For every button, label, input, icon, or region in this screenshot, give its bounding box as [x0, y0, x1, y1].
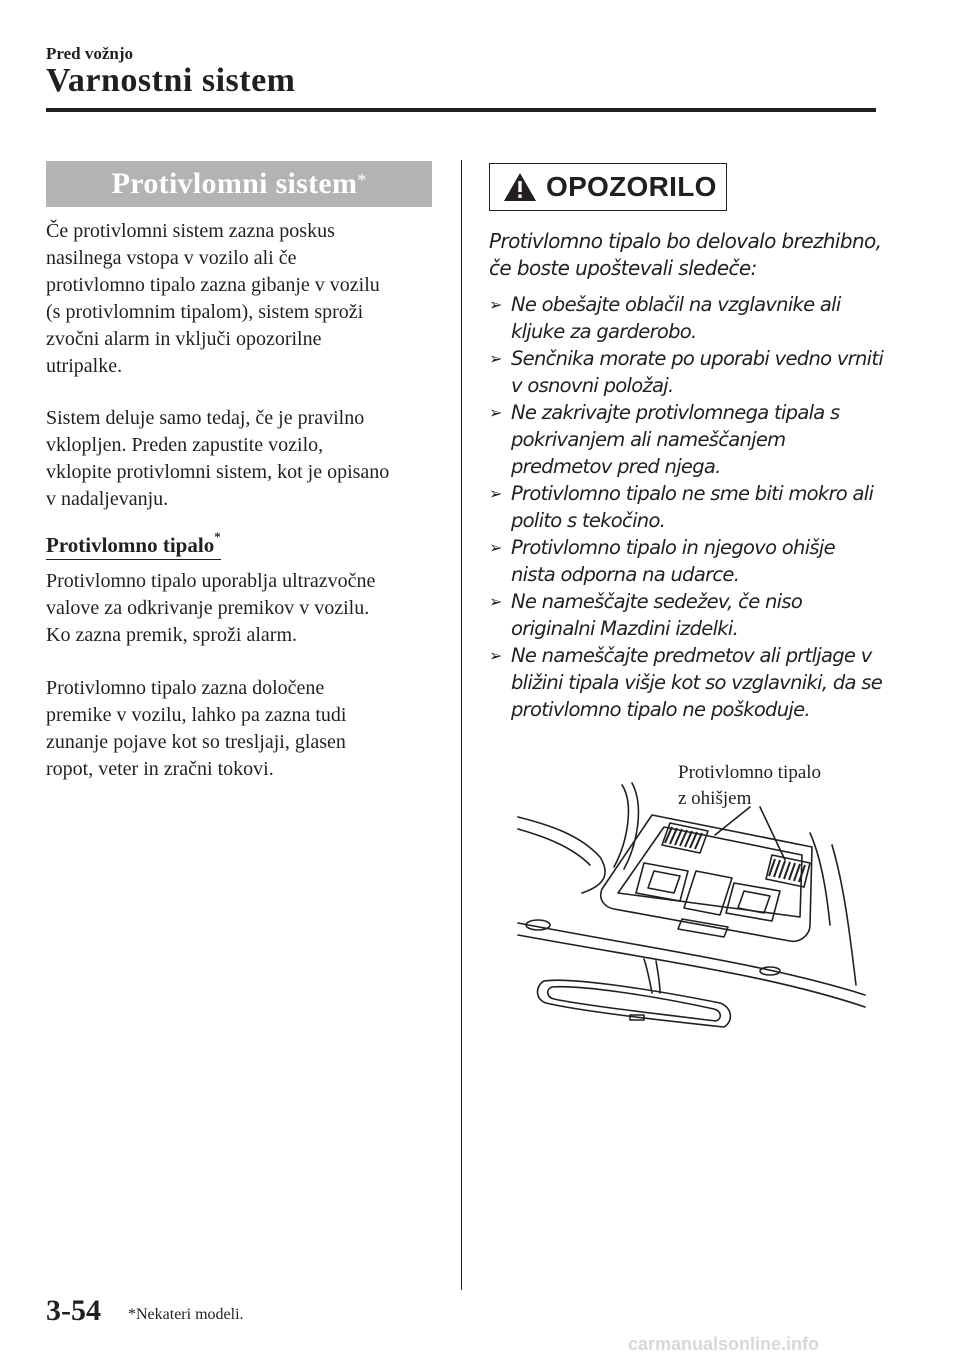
- warning-label: OPOZORILO: [546, 171, 717, 202]
- text-line: zunanje pojave kot so tresljaji, glasen: [46, 731, 346, 753]
- text-line: Protivlomno tipalo ne sme biti mokro ali: [511, 482, 874, 505]
- text-line: predmetov pred njega.: [511, 455, 721, 478]
- paragraph-intro: [46, 218, 446, 380]
- text-line: Ne nameščajte predmetov ali prtljage v: [511, 644, 872, 667]
- warning-intro: [489, 228, 889, 282]
- list-item: [489, 534, 889, 588]
- subheading: [46, 528, 221, 560]
- warning-bullet-list: [489, 291, 889, 723]
- arrow-bullet-icon: ➢: [489, 403, 502, 422]
- section-title: Varnostni sistem: [46, 62, 296, 99]
- text-line: če boste upoštevali sledeče:: [489, 256, 757, 280]
- watermark: carmanualsonline.info: [628, 1334, 820, 1354]
- paragraph-activation: [46, 405, 446, 513]
- text-line: nista odporna na udarce.: [511, 563, 740, 586]
- text-line: Protivlomno tipalo in njegovo ohišje: [511, 536, 835, 559]
- text-line: Protivlomno tipalo zazna določene: [46, 677, 325, 699]
- list-item: [489, 291, 889, 345]
- text-line: utripalke.: [46, 355, 123, 377]
- text-line: z ohišjem: [678, 788, 752, 809]
- text-line: ropot, veter in zračni tokovi.: [46, 758, 274, 780]
- text-line: Ne zakrivajte protivlomnega tipala s: [511, 401, 840, 424]
- column-divider: [461, 160, 462, 1290]
- text-line: (s protivlomnim tipalom), sistem sproži: [46, 301, 364, 323]
- arrow-bullet-icon: ➢: [489, 484, 502, 503]
- text-line: Ne nameščajte sedežev, če niso: [511, 590, 803, 613]
- text-line: pokrivanjem ali nameščanjem: [511, 428, 786, 451]
- arrow-bullet-icon: ➢: [489, 646, 502, 665]
- text-line: polito s tekočino.: [511, 509, 666, 532]
- subheading-footnote-mark: *: [214, 529, 221, 544]
- text-line: valove za odkrivanje premikov v vozilu.: [46, 597, 370, 619]
- arrow-bullet-icon: ➢: [489, 592, 502, 611]
- text-line: bližini tipala višje kot so vzglavniki, da se: [511, 671, 883, 694]
- text-line: vklopljen. Preden zapustite vozilo,: [46, 434, 324, 456]
- text-line: v osnovni položaj.: [511, 374, 674, 397]
- text-line: premike v vozilu, lahko pa zazna tudi: [46, 704, 347, 726]
- text-line: nasilnega vstopa v vozilo ali če: [46, 247, 297, 269]
- arrow-bullet-icon: ➢: [489, 538, 502, 557]
- text-line: kljuke za garderobo.: [511, 320, 697, 343]
- text-line: Protivlomno tipalo uporablja ultrazvočne: [46, 570, 376, 592]
- text-line: Sistem deluje samo tedaj, če je pravilno: [46, 407, 365, 429]
- paragraph-sensor: [46, 568, 446, 649]
- warning-box: [489, 163, 727, 211]
- text-line: Protivlomno tipalo: [678, 762, 822, 783]
- subheading-text: Protivlomno tipalo: [46, 533, 215, 557]
- list-item: [489, 345, 889, 399]
- text-line: Ko zazna premik, sproži alarm.: [46, 624, 298, 646]
- list-item: [489, 642, 889, 723]
- heading-footnote-mark: *: [357, 169, 367, 190]
- text-line: protivlomno tipalo zazna gibanje v vozilu: [46, 274, 380, 296]
- arrow-bullet-icon: ➢: [489, 295, 502, 314]
- arrow-bullet-icon: ➢: [489, 349, 502, 368]
- header-rule: [46, 108, 876, 112]
- text-line: protivlomno tipalo ne poškoduje.: [511, 698, 810, 721]
- paragraph-detection: [46, 675, 446, 783]
- list-item: [489, 480, 889, 534]
- text-line: Ne obešajte oblačil na vzglavnike ali: [511, 293, 841, 316]
- list-item: [489, 588, 889, 642]
- text-line: Protivlomno tipalo bo delovalo brezhibno,: [489, 229, 882, 253]
- text-line: Senčnika morate po uporabi vedno vrniti: [511, 347, 884, 370]
- text-line: originalni Mazdini izdelki.: [511, 617, 739, 640]
- text-line: Če protivlomni sistem zazna poskus: [46, 220, 335, 242]
- text-line: zvočni alarm in vključi opozorilne: [46, 328, 322, 350]
- text-line: v nadaljevanju.: [46, 488, 169, 510]
- section-heading: Protivlomni sistem: [111, 167, 358, 200]
- list-item: [489, 399, 889, 480]
- warning-triangle-icon: [502, 171, 538, 203]
- footnote: *Nekateri modeli.: [128, 1306, 244, 1323]
- page-number: 3-54: [46, 1294, 101, 1327]
- text-line: vklopite protivlomni sistem, kot je opisano: [46, 461, 390, 483]
- chapter-label: Pred vožnjo: [46, 44, 134, 63]
- overhead-console-illustration: [510, 775, 870, 1045]
- section-heading-box: [46, 161, 432, 207]
